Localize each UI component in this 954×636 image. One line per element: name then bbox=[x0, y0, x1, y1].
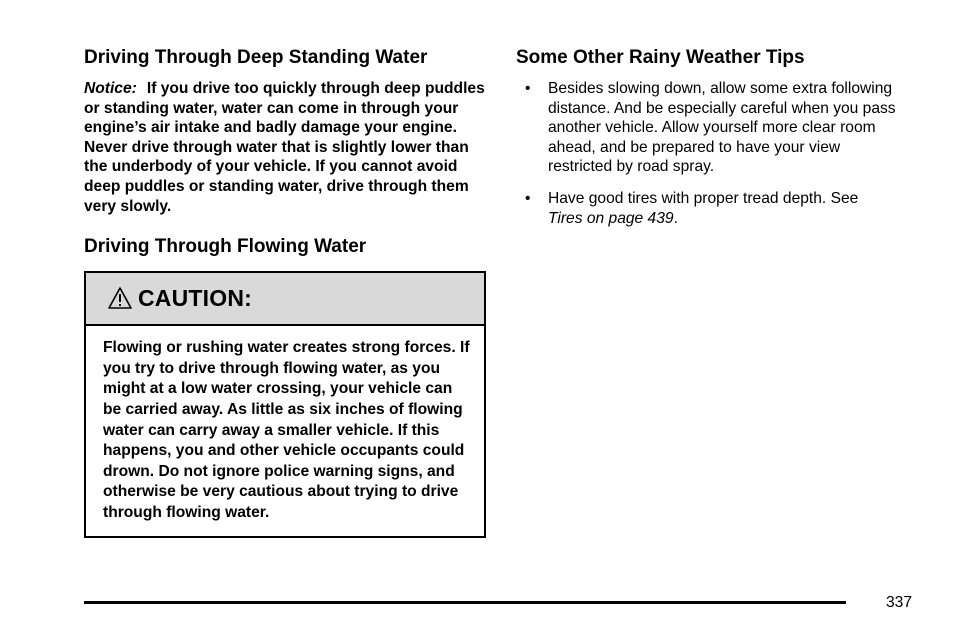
left-column bbox=[84, 46, 486, 538]
warning-triangle-icon bbox=[108, 286, 132, 310]
caution-title: CAUTION: bbox=[138, 285, 253, 312]
list-item bbox=[516, 189, 896, 228]
notice-label: Notice: bbox=[84, 80, 137, 97]
notice-paragraph bbox=[84, 79, 486, 216]
page-number: 337 bbox=[886, 594, 913, 611]
caution-body: Flowing or rushing water creates strong forces. If you try to drive through flowing water, as you might at a low water crossing, your vehicle can be carried away. As little as six inches of flowing water can carry away a smaller vehicle. If this happens, you and other vehicle occupants could drown. Do not ignore police warning signs, and otherwise be very cautious about trying to drive through flowing water. bbox=[103, 339, 470, 521]
tips-list bbox=[516, 79, 896, 228]
tip-end: . bbox=[673, 209, 678, 227]
list-item bbox=[516, 79, 896, 177]
bullet-icon: • bbox=[525, 189, 531, 207]
tip-text: Besides slowing down, allow some extra following distance. And be especially careful when you pass another vehicle. Allow yourself more clear room ahead, and be prepared to have your view restricted by road spray. bbox=[548, 80, 896, 176]
notice-text: If you drive too quickly through deep puddles or standing water, water can come in through your engine’s air intake and badly damage your engine. Never drive through water that is slightly lower than the underbody of your vehicle. If you cannot avoid deep puddles or standing water, drive through them very slowly. bbox=[84, 80, 485, 215]
tip-text: Have good tires with proper tread depth. See bbox=[548, 189, 859, 207]
heading-deep-standing-water: Driving Through Deep Standing Water bbox=[84, 47, 428, 68]
right-column bbox=[516, 46, 896, 240]
tires-reference-link[interactable]: Tires on page 439 bbox=[548, 209, 674, 227]
caution-header bbox=[86, 273, 484, 326]
footer-rule bbox=[84, 601, 846, 604]
bullet-icon: • bbox=[525, 80, 531, 97]
heading-flowing-water: Driving Through Flowing Water bbox=[84, 236, 367, 258]
caution-box bbox=[84, 271, 486, 537]
heading-rainy-weather-tips: Some Other Rainy Weather Tips bbox=[516, 47, 805, 68]
